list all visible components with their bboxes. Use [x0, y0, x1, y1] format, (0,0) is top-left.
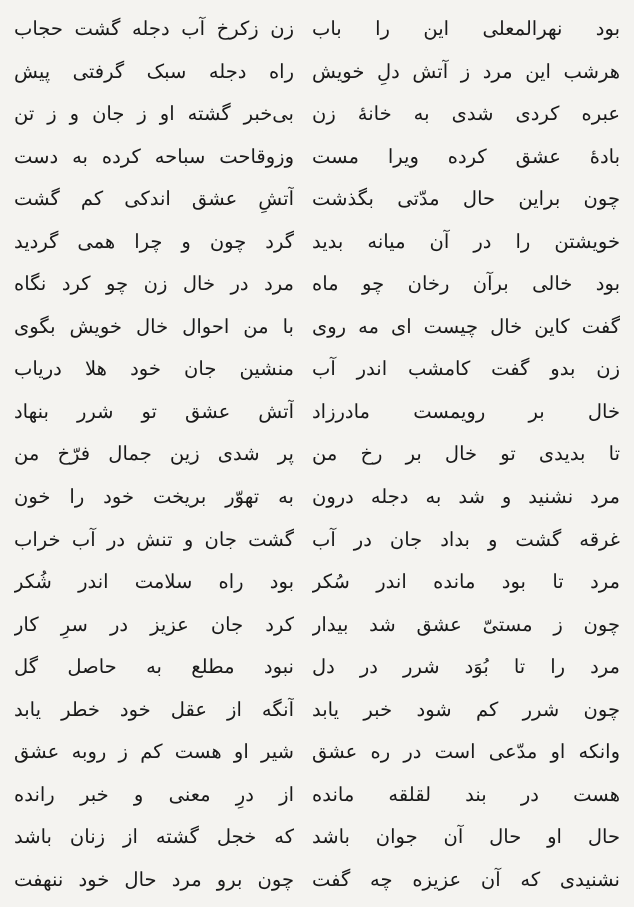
verse-hemistich-left-1: زن زکرخ آب دجله گشت حجاب: [14, 17, 294, 40]
verse-hemistich-right-16: مرد را تا بُوَد شرر در دل: [312, 655, 620, 679]
poem-column-right: [302, 12, 620, 897]
verse-hemistich-right-20: حال او حال آن جوان باشد: [312, 825, 620, 849]
verse-hemistich-left-8: با من احوال خال خویش بگوی: [14, 314, 294, 338]
verse-hemistich-right-15: چون ز مستیّ عشق شد بیدار: [312, 612, 620, 636]
verse-hemistich-left-16: نبود مطلع به حاصل گل: [14, 655, 294, 679]
verse-hemistich-left-5: آتشِ عشق اندکی کم گشت: [14, 187, 294, 211]
verse-hemistich-left-15: کرد جان عزیز در سرِ کار: [14, 612, 294, 636]
verse-hemistich-right-2: هرشب این مرد ز آتش دلِ خویش: [312, 59, 620, 83]
verse-hemistich-left-9: منشین جان خود هلا دریاب: [14, 357, 294, 381]
verse-hemistich-left-2: راه دجله سبک گرفتی پیش: [14, 59, 294, 83]
verse-hemistich-left-10: آتش عشق تو شرر بنهاد: [14, 399, 294, 423]
verse-hemistich-left-14: بود راه سلامت اندر شُکر: [14, 570, 294, 594]
verse-hemistich-right-3: عبره کردی شدی به خانهٔ زن: [312, 102, 620, 126]
verse-hemistich-right-6: خویشتن را در آن میانه بدید: [312, 229, 620, 253]
verse-hemistich-left-17: آنگه از عقل خود خطر یابد: [14, 697, 294, 721]
verse-hemistich-right-18: وانکه او مدّعی است در ره عشق: [312, 740, 620, 764]
verse-hemistich-right-9: زن بدو گفت کامشب اندر آب: [312, 357, 620, 381]
verse-hemistich-right-12: مرد نشنید و شد به دجله درون: [312, 485, 620, 509]
verse-hemistich-left-12: به تهوّر بریخت خود را خون: [14, 485, 294, 509]
verse-hemistich-right-7: بود خالی برآن رخان چو ماه: [312, 272, 620, 296]
verse-hemistich-right-21: نشنیدی که آن عزیزه چه گفت: [312, 867, 620, 891]
verse-hemistich-left-7: مرد در خال زن چو کرد نگاه: [14, 272, 294, 296]
verse-hemistich-right-1: بود نهرالمعلی این را باب: [312, 17, 620, 40]
verse-hemistich-left-11: پر شدی زین جمال فرّخ من: [14, 442, 294, 466]
verse-hemistich-left-21: چون برو مرد حال خود ننهفت: [14, 867, 294, 891]
verse-hemistich-left-3: بی‌خبر گشته او ز جان و ز تن: [14, 102, 294, 126]
verse-hemistich-right-14: مرد تا بود مانده اندر سُکر: [312, 570, 620, 594]
verse-hemistich-left-6: گرد چون و چرا همی گردید: [14, 229, 294, 253]
verse-hemistich-left-20: که خجل گشته از زنان باشد: [14, 825, 294, 849]
verse-hemistich-right-4: بادهٔ عشق کرده ویرا مست: [312, 144, 620, 168]
poem-column-left: [14, 12, 302, 897]
verse-hemistich-left-13: گشت جان و تنش در آب خراب: [14, 527, 294, 551]
verse-hemistich-right-13: غرقه گشت و بداد جان در آب: [312, 527, 620, 551]
verse-hemistich-right-5: چون براین حال مدّتی بگذشت: [312, 187, 620, 211]
verse-hemistich-right-10: خال بر رویمست مادرزاد: [312, 399, 620, 423]
verse-hemistich-right-19: هست در بند لقلقه مانده: [312, 782, 620, 806]
verse-hemistich-left-19: از درِ معنی و خبر رانده: [14, 782, 294, 806]
verse-hemistich-left-18: شیر او هست کم ز روبه عشق: [14, 740, 294, 764]
verse-hemistich-right-11: تا بدیدی تو خال بر رخ من: [312, 442, 620, 466]
verse-hemistich-left-4: وزوقاحت سباحه کرده به دست: [14, 144, 294, 168]
verse-hemistich-right-8: گفت کاین خال چیست ای مه روی: [312, 314, 620, 338]
verse-hemistich-right-17: چون شرر کم شود خبر یابد: [312, 697, 620, 721]
